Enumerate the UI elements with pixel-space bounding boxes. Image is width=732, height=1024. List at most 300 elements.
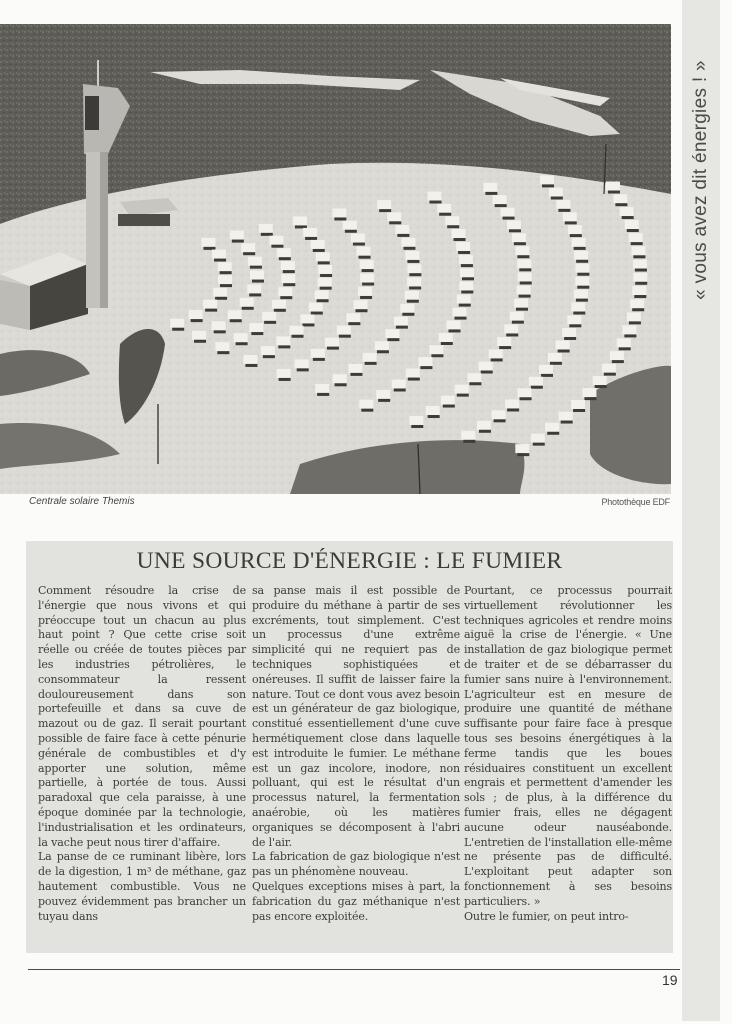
heliostat-shadow [441, 342, 453, 345]
heliostat-shadow [454, 238, 466, 241]
heliostat-mirror [518, 388, 532, 397]
heliostat-shadow [633, 255, 645, 258]
heliostat-mirror [170, 319, 184, 328]
photo-credit: Photothèque EDF [601, 497, 670, 507]
heliostat-mirror [377, 200, 391, 209]
heliostat-shadow [214, 330, 226, 333]
heliostat-mirror [375, 341, 389, 350]
heliostat-shadow [389, 221, 401, 224]
heliostat-mirror [627, 312, 641, 321]
heliostat-shadow [458, 251, 470, 254]
heliostat-mirror [212, 250, 226, 259]
heliostat-shadow [495, 204, 507, 207]
heliostat-shadow [491, 358, 503, 361]
heliostat-mirror [575, 264, 589, 273]
heliostat-shadow [172, 328, 184, 331]
heliostat-shadow [461, 264, 473, 267]
paragraph: La fabrication de gaz biologique n'est pas un phénomène nouveau. [252, 850, 460, 879]
heliostat-mirror [311, 240, 325, 249]
heliostat-mirror [234, 333, 248, 342]
heliostat-mirror [281, 261, 295, 270]
heliostat-mirror [325, 338, 339, 347]
heliostat-mirror [489, 349, 503, 358]
heliostat-mirror [507, 220, 521, 229]
heliostat-shadow [245, 364, 257, 367]
heliostat-mirror [556, 200, 570, 209]
heliostat-shadow [261, 233, 273, 236]
sidebar-strip [682, 0, 720, 1021]
heliostat-mirror [360, 260, 374, 269]
heliostat-mirror [201, 238, 215, 247]
heliostat-mirror [230, 231, 244, 240]
heliostat-mirror [556, 340, 570, 349]
heliostat-shadow [280, 296, 292, 299]
heliostat-shadow [449, 329, 461, 332]
heliostat-mirror [514, 299, 528, 308]
heliostat-mirror [277, 248, 291, 257]
heliostat-mirror [203, 300, 217, 309]
heliostat-mirror [218, 275, 232, 284]
heliostat-shadow [574, 247, 586, 250]
heliostat-shadow [551, 197, 563, 200]
heliostat-shadow [635, 282, 647, 285]
heliostat-mirror [548, 353, 562, 362]
heliostat-mirror [428, 192, 442, 201]
heliostat-shadow [407, 300, 419, 303]
heliostat-mirror [567, 315, 581, 324]
heliostat-mirror [269, 236, 283, 245]
heliostat-mirror [272, 300, 286, 309]
article-headline: UNE SOURCE D'ÉNERGIE : LE FUMIER [136, 548, 563, 574]
heliostat-mirror [562, 328, 576, 337]
heliostat-mirror [315, 384, 329, 393]
heliostat-shadow [499, 346, 511, 349]
heliostat-mirror [248, 257, 262, 266]
heliostat-mirror [392, 379, 406, 388]
heliostat-mirror [318, 265, 332, 274]
heliostat-shadow [320, 274, 332, 277]
heliostat-shadow [279, 257, 291, 260]
heliostat-mirror [259, 224, 273, 233]
heliostat-mirror [459, 281, 473, 290]
heliostat-shadow [517, 255, 529, 258]
heliostat-shadow [220, 284, 232, 287]
heliostat-mirror [213, 288, 227, 297]
heliostat-shadow [509, 229, 521, 232]
paragraph: Pourtant, ce processus pourrait virtuellement révolutionner les techniques agricoles et rendre moins aiguë la crise de l'énergie. « Une installation de gaz biologique permet de traiter et de se débarrasser du fumier sans nuire à l'environnement. L'agriculteur est en mesure de produire une quantité de méthane suffisante pour faire face à presque tous ses besoins énergétiques à la ferme tandis que les boues résiduaires constituent un excellent engrais et permettent d'amender les sols ; de plus, à la différence du fumier frais, elles ne dégagent aucune odeur nauséabonde. L'entretien de l'installation elle-même ne présente pas de difficulté. L'exploitant peut adapter son fonctionnement à ses besoins particuliers. » [464, 584, 672, 908]
heliostat-mirror [568, 225, 582, 234]
heliostat-mirror [333, 374, 347, 383]
heliostat-shadow [627, 229, 639, 232]
heliostat-mirror [633, 273, 647, 282]
heliostat-mirror [293, 216, 307, 225]
heliostat-mirror [620, 207, 634, 216]
heliostat-mirror [353, 300, 367, 309]
heliostat-mirror [574, 251, 588, 260]
heliostat-mirror [630, 299, 644, 308]
heliostat-mirror [606, 182, 620, 191]
heliostat-mirror [387, 212, 401, 221]
heliostat-mirror [452, 229, 466, 238]
heliostat-shadow [334, 217, 346, 220]
heliostat-shadow [396, 326, 408, 329]
heliostat-mirror [400, 304, 414, 313]
heliostat-shadow [439, 213, 451, 216]
heliostat-shadow [252, 280, 264, 283]
heliostat-shadow [431, 354, 443, 357]
heliostat-mirror [247, 284, 261, 293]
heliostat-mirror [461, 431, 475, 440]
heliostat-mirror [593, 376, 607, 385]
heliostat-mirror [455, 385, 469, 394]
heliostat-mirror [281, 274, 295, 283]
heliostat-shadow [547, 432, 559, 435]
heliostat-shadow [517, 453, 529, 456]
heliostat-mirror [625, 220, 639, 229]
heliostat-mirror [493, 195, 507, 204]
heliostat-mirror [631, 246, 645, 255]
heliostat-shadow [409, 286, 421, 289]
heliostat-shadow [541, 374, 553, 377]
heliostat-mirror [517, 259, 531, 268]
heliostat-mirror [459, 255, 473, 264]
heliostat-shadow [481, 371, 493, 374]
heliostat-mirror [212, 321, 226, 330]
heliostat-shadow [394, 388, 406, 391]
heliostat-shadow [191, 319, 203, 322]
heliostat-shadow [243, 252, 255, 255]
heliostat-shadow [377, 350, 389, 353]
heliostat-shadow [479, 430, 491, 433]
heliostat-shadow [632, 308, 644, 311]
heliostat-shadow [305, 237, 317, 240]
heliostat-mirror [401, 238, 415, 247]
heliostat-shadow [485, 192, 497, 195]
heliostat-shadow [615, 203, 627, 206]
heliostat-mirror [629, 233, 643, 242]
heliostat-mirror [518, 272, 532, 281]
heliostat-shadow [311, 312, 323, 315]
heliostat-mirror [545, 423, 559, 432]
heliostat-shadow [360, 296, 372, 299]
heliostat-mirror [363, 353, 377, 362]
heliostat-mirror [531, 434, 545, 443]
heliostat-mirror [311, 349, 325, 358]
heliostat-mirror [505, 399, 519, 408]
article-column-1 [38, 584, 246, 924]
heliostat-mirror [405, 291, 419, 300]
heliostat-shadow [629, 321, 641, 324]
heliostat-mirror [571, 303, 585, 312]
heliostat-shadow [459, 304, 471, 307]
heliostat-shadow [397, 234, 409, 237]
heliostat-mirror [429, 345, 443, 354]
heliostat-shadow [402, 313, 414, 316]
heliostat-mirror [385, 329, 399, 338]
paragraph: Comment résoudre la crise de l'énergie que nous vivons et qui préoccupe tout un chacun au plus haut point ? Que cette crise soit réelle ou créée de toutes pièces par les industries pétrolières, le consommateur la ressent douloureusement dans son portefeuille et dans sa cuve de mazout ou de gaz. Il serait pourtant possible de faire face à cette pénurie générale de combustibles et d'y apporter une solution, même partielle, à portée de tous. Aussi paradoxal que cela paraisse, à une époque dominée par la technologie, l'industrialisation et les ordinateurs, la vache peut nous tirer d'affaire. [38, 584, 246, 849]
heliostat-shadow [353, 243, 365, 246]
heliostat-shadow [320, 287, 332, 290]
heliostat-mirror [572, 238, 586, 247]
heliostat-mirror [300, 314, 314, 323]
heliostat-mirror [360, 274, 374, 283]
heliostat-shadow [292, 335, 304, 338]
heliostat-shadow [365, 362, 377, 365]
heliostat-shadow [604, 373, 616, 376]
solar-plant-photo [0, 24, 671, 494]
paragraph: sa panse mais il est possible de produire du méthane à partir de ses excréments, tout simplement. C'est un processus d'une extrême simplicité qui ne requiert pas de techniques sophistiquées et onéreuses. Il suffit de laisser faire la nature. Tout ce dont vous avez besoin est un générateur de gaz biologique, constitué essentiellement d'une cuve hermétiquement close dans laquelle est introduite le fumier. Le méthane est un gaz incolore, inodore, non polluant, qui est le résultat d'un processus naturel, la fermentation anaérobie, où les matières organiques se décomposent à l'abri de l'air. [252, 584, 460, 849]
heliostat-shadow [576, 299, 588, 302]
heliostat-mirror [346, 313, 360, 322]
heliostat-mirror [453, 308, 467, 317]
heliostat-mirror [540, 175, 554, 184]
heliostat-mirror [249, 323, 263, 332]
heliostat-shadow [403, 247, 415, 250]
heliostat-mirror [575, 277, 589, 286]
heliostat-shadow [634, 295, 646, 298]
heliostat-shadow [205, 309, 217, 312]
heliostat-mirror [441, 396, 455, 405]
heliostat-shadow [215, 297, 227, 300]
heliostat-mirror [492, 410, 506, 419]
heliostat-mirror [315, 290, 329, 299]
heliostat-shadow [313, 249, 325, 252]
heliostat-mirror [426, 406, 440, 415]
heliostat-shadow [317, 393, 329, 396]
heliostat-shadow [203, 247, 215, 250]
heliostat-mirror [418, 357, 432, 366]
heliostat-shadow [443, 405, 455, 408]
heliostat-mirror [477, 421, 491, 430]
heliostat-shadow [512, 321, 524, 324]
heliostat-shadow [570, 234, 582, 237]
heliostat-shadow [503, 217, 515, 220]
heliostat-shadow [461, 290, 473, 293]
heliostat-mirror [563, 212, 577, 221]
heliostat-shadow [242, 307, 254, 310]
heliostat-mirror [228, 310, 242, 319]
heliostat-shadow [355, 309, 367, 312]
article-box [26, 541, 673, 953]
heliostat-shadow [378, 399, 390, 402]
heliostat-shadow [263, 355, 275, 358]
heliostat-mirror [192, 331, 206, 340]
heliostat-shadow [595, 385, 607, 388]
article-column-2 [252, 584, 460, 924]
heliostat-shadow [345, 230, 357, 233]
heliostat-mirror [337, 326, 351, 335]
paragraph: Quelques exceptions mises à part, la fabrication du gaz méthanique n'est pas encore exploitée. [252, 879, 460, 923]
heliostat-mirror [501, 208, 515, 217]
page-number: 19 [662, 972, 678, 988]
heliostat-shadow [565, 221, 577, 224]
running-title: « vous avez dit énergies ! » [690, 60, 711, 300]
heliostat-shadow [577, 273, 589, 276]
heliostat-mirror [602, 364, 616, 373]
heliostat-shadow [550, 362, 562, 365]
heliostat-shadow [409, 273, 421, 276]
heliostat-shadow [469, 382, 481, 385]
heliostat-shadow [520, 281, 532, 284]
heliostat-mirror [261, 346, 275, 355]
heliostat-shadow [379, 209, 391, 212]
heliostat-mirror [447, 320, 461, 329]
heliostat-mirror [243, 355, 257, 364]
heliostat-mirror [510, 312, 524, 321]
heliostat-shadow [278, 345, 290, 348]
heliostat-mirror [456, 242, 470, 251]
heliostat-shadow [573, 312, 585, 315]
heliostat-shadow [507, 408, 519, 411]
heliostat-mirror [409, 416, 423, 425]
heliostat-shadow [348, 322, 360, 325]
heliostat-shadow [327, 347, 339, 350]
heliostat-shadow [420, 366, 432, 369]
heliostat-mirror [218, 262, 232, 271]
heliostat-shadow [519, 268, 531, 271]
heliostat-shadow [622, 216, 634, 219]
heliostat-mirror [250, 271, 264, 280]
heliostat-shadow [631, 242, 643, 245]
heliostat-shadow [506, 333, 518, 336]
heliostat-mirror [395, 225, 409, 234]
heliostat-shadow [387, 338, 399, 341]
heliostat-mirror [539, 365, 553, 374]
heliostat-shadow [514, 242, 526, 245]
heliostat-shadow [251, 332, 263, 335]
heliostat-shadow [194, 340, 206, 343]
heliostat-shadow [533, 443, 545, 446]
heliostat-mirror [574, 290, 588, 299]
heliostat-mirror [633, 260, 647, 269]
heliostat-mirror [318, 278, 332, 287]
heliostat-mirror [467, 373, 481, 382]
heliostat-shadow [271, 245, 283, 248]
heliostat-shadow [339, 335, 351, 338]
heliostat-mirror [515, 246, 529, 255]
heliostat-shadow [350, 373, 362, 376]
heliostat-mirror [529, 377, 543, 386]
heliostat-mirror [357, 247, 371, 256]
heliostat-shadow [516, 308, 528, 311]
heliostat-shadow [214, 259, 226, 262]
heliostat-mirror [240, 298, 254, 307]
heliostat-mirror [316, 252, 330, 261]
heliostat-shadow [624, 334, 636, 337]
heliostat-shadow [569, 324, 581, 327]
heliostat-mirror [303, 228, 317, 237]
heliostat-shadow [317, 299, 329, 302]
heliostat-shadow [531, 386, 543, 389]
heliostat-mirror [359, 400, 373, 409]
heliostat-shadow [411, 425, 423, 428]
heliostat-mirror [407, 277, 421, 286]
heliostat-shadow [561, 421, 573, 424]
heliostat-mirror [394, 317, 408, 326]
heliostat-mirror [189, 310, 203, 319]
heliostat-shadow [318, 261, 330, 264]
heliostat-mirror [215, 342, 229, 351]
heliostat-mirror [512, 233, 526, 242]
paragraph: Outre le fumier, on peut intro- [464, 909, 629, 923]
heliostat-mirror [571, 400, 585, 409]
heliostat-shadow [576, 260, 588, 263]
heliostat-shadow [564, 337, 576, 340]
heliostat-shadow [573, 409, 585, 412]
heliostat-mirror [504, 324, 518, 333]
photo-illustration [0, 24, 671, 494]
heliostat-shadow [558, 349, 570, 352]
heliostat-mirror [515, 444, 529, 453]
heliostat-shadow [408, 378, 420, 381]
heliostat-mirror [559, 412, 573, 421]
heliostat-shadow [430, 201, 442, 204]
heliostat-mirror [445, 216, 459, 225]
heliostat-mirror [343, 221, 357, 230]
heliostat-mirror [407, 264, 421, 273]
heliostat-mirror [613, 194, 627, 203]
heliostat-mirror [632, 286, 646, 295]
heliostat-shadow [577, 286, 589, 289]
heliostat-shadow [313, 358, 325, 361]
heliostat-mirror [295, 359, 309, 368]
heliostat-shadow [519, 295, 531, 298]
heliostat-shadow [264, 321, 276, 324]
heliostat-shadow [302, 323, 314, 326]
heliostat-shadow [520, 397, 532, 400]
heliostat-shadow [220, 271, 232, 274]
heliostat-shadow [236, 342, 248, 345]
heliostat-shadow [297, 368, 309, 371]
heliostat-mirror [376, 390, 390, 399]
heliostat-shadow [462, 277, 474, 280]
heliostat-shadow [279, 378, 291, 381]
heliostat-mirror [517, 286, 531, 295]
heliostat-shadow [494, 419, 506, 422]
heliostat-shadow [455, 317, 467, 320]
footer-rule [28, 969, 680, 970]
heliostat-shadow [335, 383, 347, 386]
heliostat-shadow [635, 269, 647, 272]
heliostat-shadow [457, 394, 469, 397]
heliostat-shadow [447, 225, 459, 228]
heliostat-mirror [278, 287, 292, 296]
heliostat-mirror [483, 183, 497, 192]
heliostat-mirror [406, 369, 420, 378]
heliostat-mirror [276, 336, 290, 345]
heliostat-mirror [348, 364, 362, 373]
heliostat-shadow [283, 283, 295, 286]
heliostat-mirror [358, 287, 372, 296]
heliostat-shadow [359, 256, 371, 259]
heliostat-mirror [617, 338, 631, 347]
heliostat-shadow [407, 260, 419, 263]
heliostat-mirror [497, 337, 511, 346]
heliostat-mirror [437, 204, 451, 213]
heliostat-shadow [362, 269, 374, 272]
heliostat-shadow [608, 191, 620, 194]
heliostat-shadow [230, 319, 242, 322]
heliostat-mirror [457, 295, 471, 304]
heliostat-mirror [622, 325, 636, 334]
heliostat-shadow [232, 240, 244, 243]
heliostat-mirror [439, 333, 453, 342]
heliostat-mirror [582, 388, 596, 397]
heliostat-shadow [361, 409, 373, 412]
heliostat-shadow [250, 266, 262, 269]
heliostat-shadow [274, 309, 286, 312]
heliostat-shadow [463, 440, 475, 443]
